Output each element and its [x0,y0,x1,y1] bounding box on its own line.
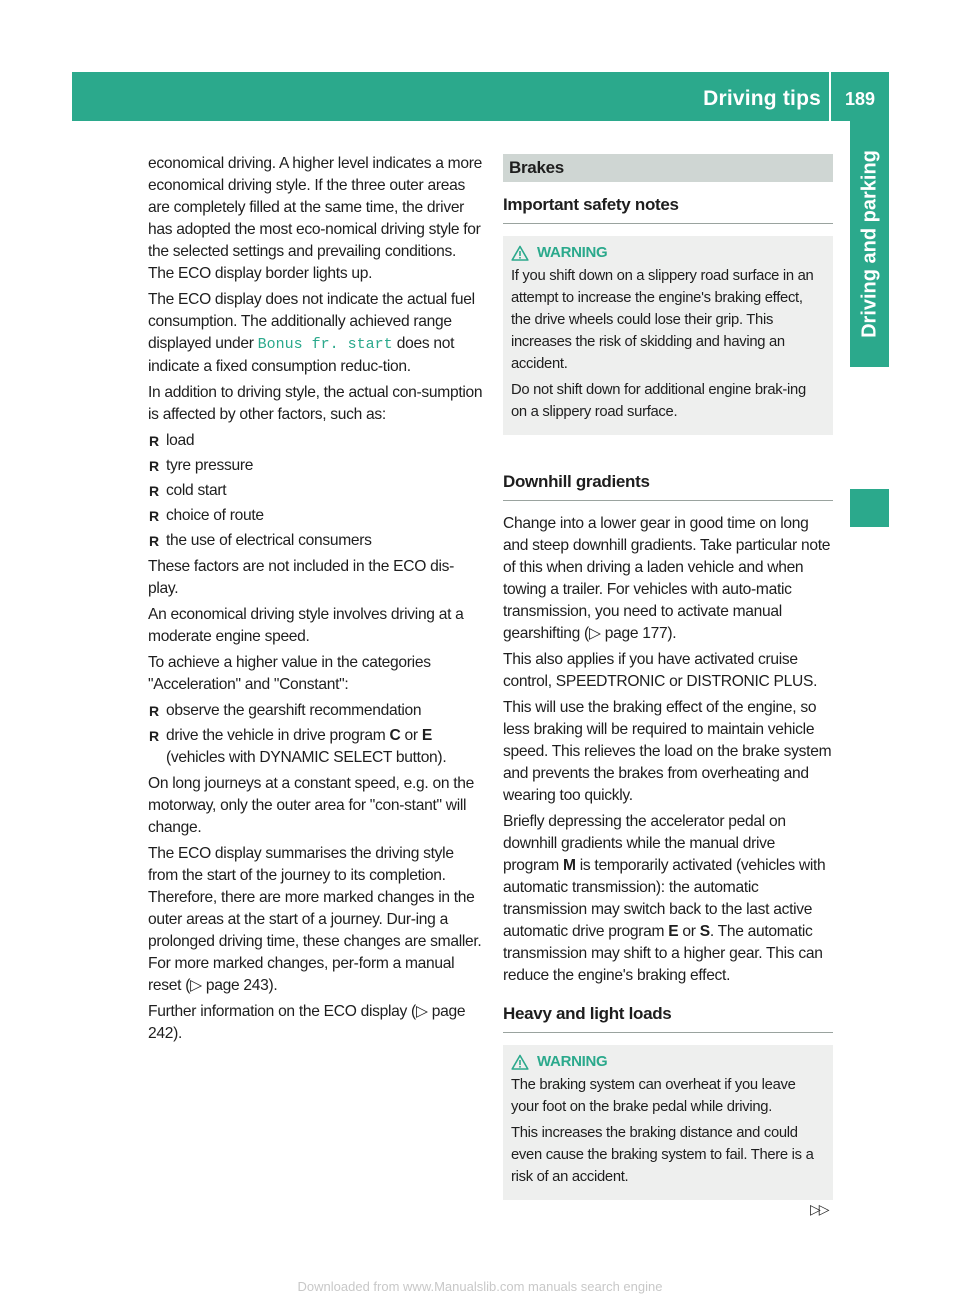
paragraph: This also applies if you have activated cruise control, SPEEDTRONIC or DISTRONIC PLUS. [503,651,818,690]
warning-text: Do not shift down for additional engine brak-ing on a slippery road surface. [511,382,806,420]
paragraph: Change into a lower gear in good time on long and steep downhill gradients. Take particular note of this when driving a laden vehicle and when towing a trailer. For vehicles with auto-matic transmission, you need to activate manual gearshifting (▷ page 177). [503,515,831,642]
paragraph: The ECO display summarises the driving style from the start of the journey to its completion. Therefore, there are more marked changes in the outer areas at the start of a journey. Dur-ing a prolonged driving time, these changes are smaller. For more marked changes, per-form a manual reset (▷ page 243). [148,845,482,994]
subheading: Heavy and light loads [503,1003,833,1033]
bullet-marker: R [149,533,159,549]
left-column [148,153,483,1049]
warning-box [503,236,833,435]
right-column [503,154,833,1216]
list-item: R cold start [148,480,483,502]
bullet-marker: R [149,728,159,744]
paragraph: In addition to driving style, the actual con-sumption is affected by other factors, such as: [148,384,483,423]
subheading: Downhill gradients [503,471,833,501]
page-ref-arrow-icon: ▷ [190,977,202,994]
side-tab-label: Driving and parking [858,150,880,338]
spacer [503,991,833,1003]
footer-watermark: Downloaded from www.Manualslib.com manuals search engine [297,1279,663,1294]
side-tab [850,121,889,367]
paragraph: The ECO display does not indicate the actual fuel consumption. The additionally achieved range displayed under Bonus fr. start does not indicate a fixed consumption reduc-tion. [148,291,475,375]
paragraph: On long journeys at a constant speed, e.g. on the motorway, only the outer area for "con-stant" will change. [148,775,474,836]
warning-text: This increases the braking distance and could even cause the braking system to fail. There is a risk of an accident. [511,1125,814,1185]
page-reference-link[interactable]: page 177). [604,625,677,642]
list-item: R tyre pressure [148,455,483,477]
bullet-marker: R [149,433,159,449]
side-marker [850,489,889,527]
paragraph: An economical driving style involves driving at a moderate engine speed. [148,606,464,645]
warning-title: WARNING [511,1051,825,1073]
tips-list [148,700,483,769]
warning-triangle-icon [511,1054,529,1070]
list-item: R the use of electrical consumers [148,530,483,552]
paragraph: Further information on the ECO display (▷ page 242). [148,1003,466,1042]
bullet-marker: R [149,458,159,474]
bullet-marker: R [149,483,159,499]
page-reference-link[interactable]: page 243). [205,977,278,994]
subheading: Important safety notes [503,194,833,224]
paragraph: economical driving. A higher level indicates a more economical driving style. If the three outer areas are completely filled at the same time, the driver has adopted the most eco-nomical driving style for the selected settings and prevailing conditions. The ECO display border lights up. [148,155,483,282]
factors-list [148,430,483,552]
bullet-marker: R [149,703,159,719]
warning-triangle-icon [511,245,529,261]
page-ref-arrow-icon: ▷ [588,625,601,642]
paragraph: This will use the braking effect of the engine, so less braking will be required to maintain vehicle speed. This relieves the load on the brake system and prevents the brakes from overheating and wearing too quickly. [503,699,832,804]
bullet-marker: R [149,508,159,524]
page-header-bar [72,72,889,121]
list-item: R load [148,430,483,452]
header-title: Driving tips [703,87,821,110]
page-ref-arrow-icon: ▷ [415,1003,428,1020]
page-reference-link[interactable]: page 242). [148,1003,466,1042]
spacer [503,451,833,471]
warning-text: If you shift down on a slippery road surface in an attempt to increase the engine's braking effect, the drive wheels could lose their grip. This increases the risk of skidding and having an accident. [511,268,814,372]
warning-box [503,1045,833,1200]
paragraph: Briefly depressing the accelerator pedal on downhill gradients while the manual drive program M is temporarily activated (vehicles with automatic transmission): the automatic transmission may switch back to the last active automatic drive program E or S. The automatic transmission may shift to a higher gear. This can reduce the engine's braking effect. [503,813,826,984]
list-item: R choice of route [148,505,483,527]
section-title: Brakes [503,154,833,182]
display-message-code: Bonus fr. start [257,336,393,353]
continue-arrow-icon: ▷▷ [810,1201,828,1217]
paragraph: These factors are not included in the ECO dis-play. [148,558,455,597]
list-item: R drive the vehicle in drive program C or E (vehicles with DYNAMIC SELECT button). [149,727,447,766]
warning-text: The braking system can overheat if you leave your foot on the brake pedal while driving. [511,1077,796,1115]
page-number: 189 [844,89,876,109]
paragraph: To achieve a higher value in the categories "Acceleration" and "Constant": [148,654,431,693]
warning-title: WARNING [511,242,825,264]
list-item: R observe the gearshift recommendation [148,700,483,722]
